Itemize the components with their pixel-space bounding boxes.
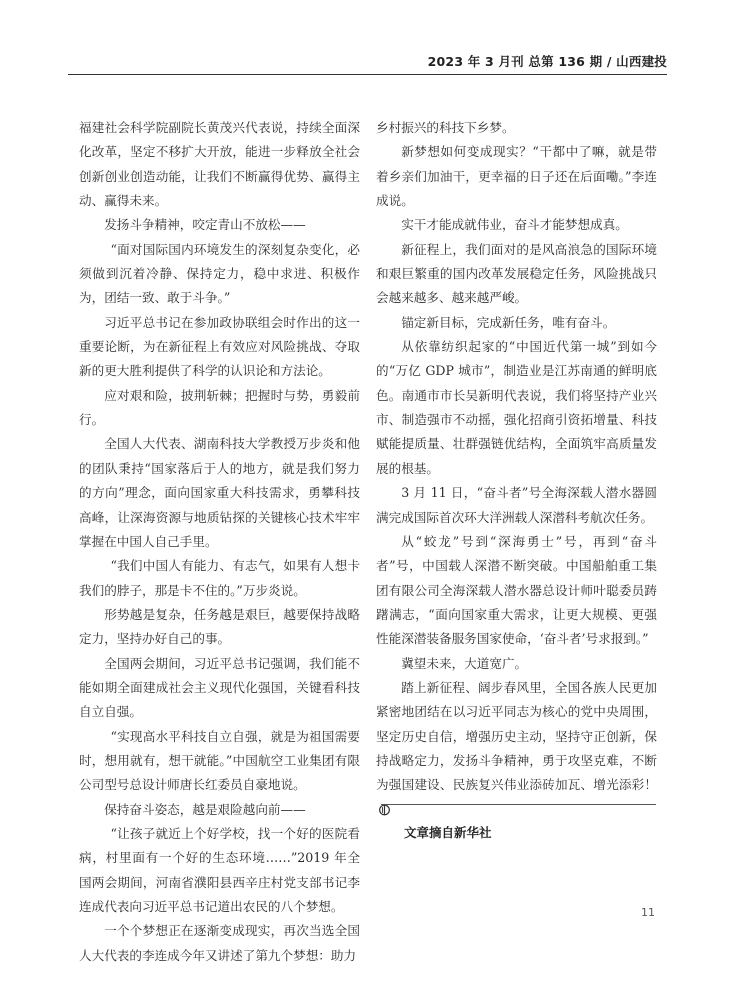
paragraph: 实干才能成就伟业，奋斗才能梦想成真。 [401, 217, 628, 233]
paragraph: 从“蛟龙”号到“深海勇士”号，再到“奋斗者”号，中国载人深潜不断突破。中国船舶重工集团有限公司全海深载人潜水器总设计师叶聪委员踌躇满志，“面向国家重大需求，让更大规模、更强性能深潜装备服务国家使命，‘奋斗者’号求报到。” [376, 533, 657, 647]
source-note: 文章摘自新华社 [404, 825, 492, 840]
paragraph: 应对艰和险，披荆斩棘；把握时与势，勇毅前行。 [79, 387, 360, 428]
paragraph: “实现高水平科技自立自强，就是为祖国需要时，想用就有，想干就能。”中国航空工业集团有限公司型号总设计师唐长红委员自豪地说。 [79, 728, 360, 793]
paragraph: 乡村振兴的科技下乡梦。 [376, 120, 515, 135]
paragraph: 新梦想如何变成现实？“干都中了嘛，就是带着乡亲们加油干，更幸福的日子还在后面嘞。”李连成说。 [376, 144, 657, 209]
paragraph-text: 踏上新征程、阔步春风里，全国各族人民更加紧密地团结在以习近平同志为核心的党中央周围，坚定历史自信，增强历史主动，坚持守正创新，保持战略定力，发扬斗争精神，勇于攻坚克难，不断为强国建设、民族复兴伟业添砖加瓦、增光添彩！ [376, 679, 657, 793]
paragraph: 从依靠纺织起家的“中国近代第一城”到如今的“万亿 GDP 城市”，制造业是江苏南通的鲜明底色。南通市市长吴新明代表说，我们将坚持产业兴市、制造强市不动摇，强化招商引资拓增量、科技赋能提质量、壮群强链优结构，全面筑牢高质量发展的根基。 [376, 339, 657, 476]
paragraph: 全国两会期间，习近平总书记强调，我们能不能如期全面建成社会主义现代化强国，关键看科技自立自强。 [79, 655, 360, 720]
paragraph-final [376, 676, 657, 822]
paragraph: 保持奋斗姿态，越是艰险越向前—— [104, 801, 306, 817]
page-number: 11 [641, 906, 655, 919]
paragraph: 习近平总书记在参加政协联组会时作出的这一重要论断，为在新征程上有效应对风险挑战、夺取新的更大胜利提供了科学的认识论和方法论。 [79, 314, 360, 379]
paragraph: “让孩子就近上个好学校，找一个好的医院看病，村里面有一个好的生态环境……”2019 年全国两会期间，河南省濮阳县西辛庄村党支部书记李连成代表向习近平总书记道出农民的八个梦想。 [79, 825, 360, 914]
left-column [79, 116, 360, 968]
paragraph: 锚定新目标，完成新任务，唯有奋斗。 [401, 314, 616, 330]
paragraph: “我们中国人有能力、有志气，如果有人想卡我们的脖子，那是卡不住的。”万步炎说。 [79, 558, 360, 598]
paragraph: 冀望未来，大道宽广。 [401, 655, 528, 671]
paragraph: 3 月 11 日，“奋斗者”号全海深载人潜水器圆满完成国际首次环大洋洲载人深潜科考航次任务。 [376, 485, 657, 525]
source-divider [381, 804, 656, 805]
paragraph: 一个个梦想正在逐渐变成现实，再次当选全国人大代表的李连成今年又讲述了第九个梦想：助力 [79, 923, 360, 963]
paragraph: 福建社会科学院副院长黄茂兴代表说，持续全面深化改革，坚定不移扩大开放，能进一步释放全社会创新创业创造动能，让我们不断赢得优势、赢得主动、赢得未来。 [79, 120, 360, 209]
issue-header: 2023 年 3 月刊 总第 136 期 / 山西建投 [427, 54, 667, 69]
paragraph: 形势越是复杂，任务越是艰巨，越要保持战略定力，坚持办好自己的事。 [79, 606, 360, 647]
paragraph: 新征程上，我们面对的是风高浪急的国际环境和艰巨繁重的国内改革发展稳定任务，风险挑战只会越来越多、越来越严峻。 [376, 241, 657, 306]
paragraph: “面对国际国内环境发生的深刻复杂变化，必须做到沉着冷静、保持定力，稳中求进、积极作为，团结一致、敢于斗争。” [79, 241, 360, 306]
paragraph: 发扬斗争精神，咬定青山不放松—— [104, 217, 306, 233]
right-column [376, 116, 657, 822]
header-rule [68, 74, 667, 75]
paragraph: 全国人大代表、湖南科技大学教授万步炎和他的团队秉持“国家落后于人的地方，就是我们努力的方向”理念，面向国家重大科技需求，勇攀科技高峰，让深海资源与地质钻探的关键核心技术牢牢掌握在中国人自己手里。 [79, 436, 360, 549]
